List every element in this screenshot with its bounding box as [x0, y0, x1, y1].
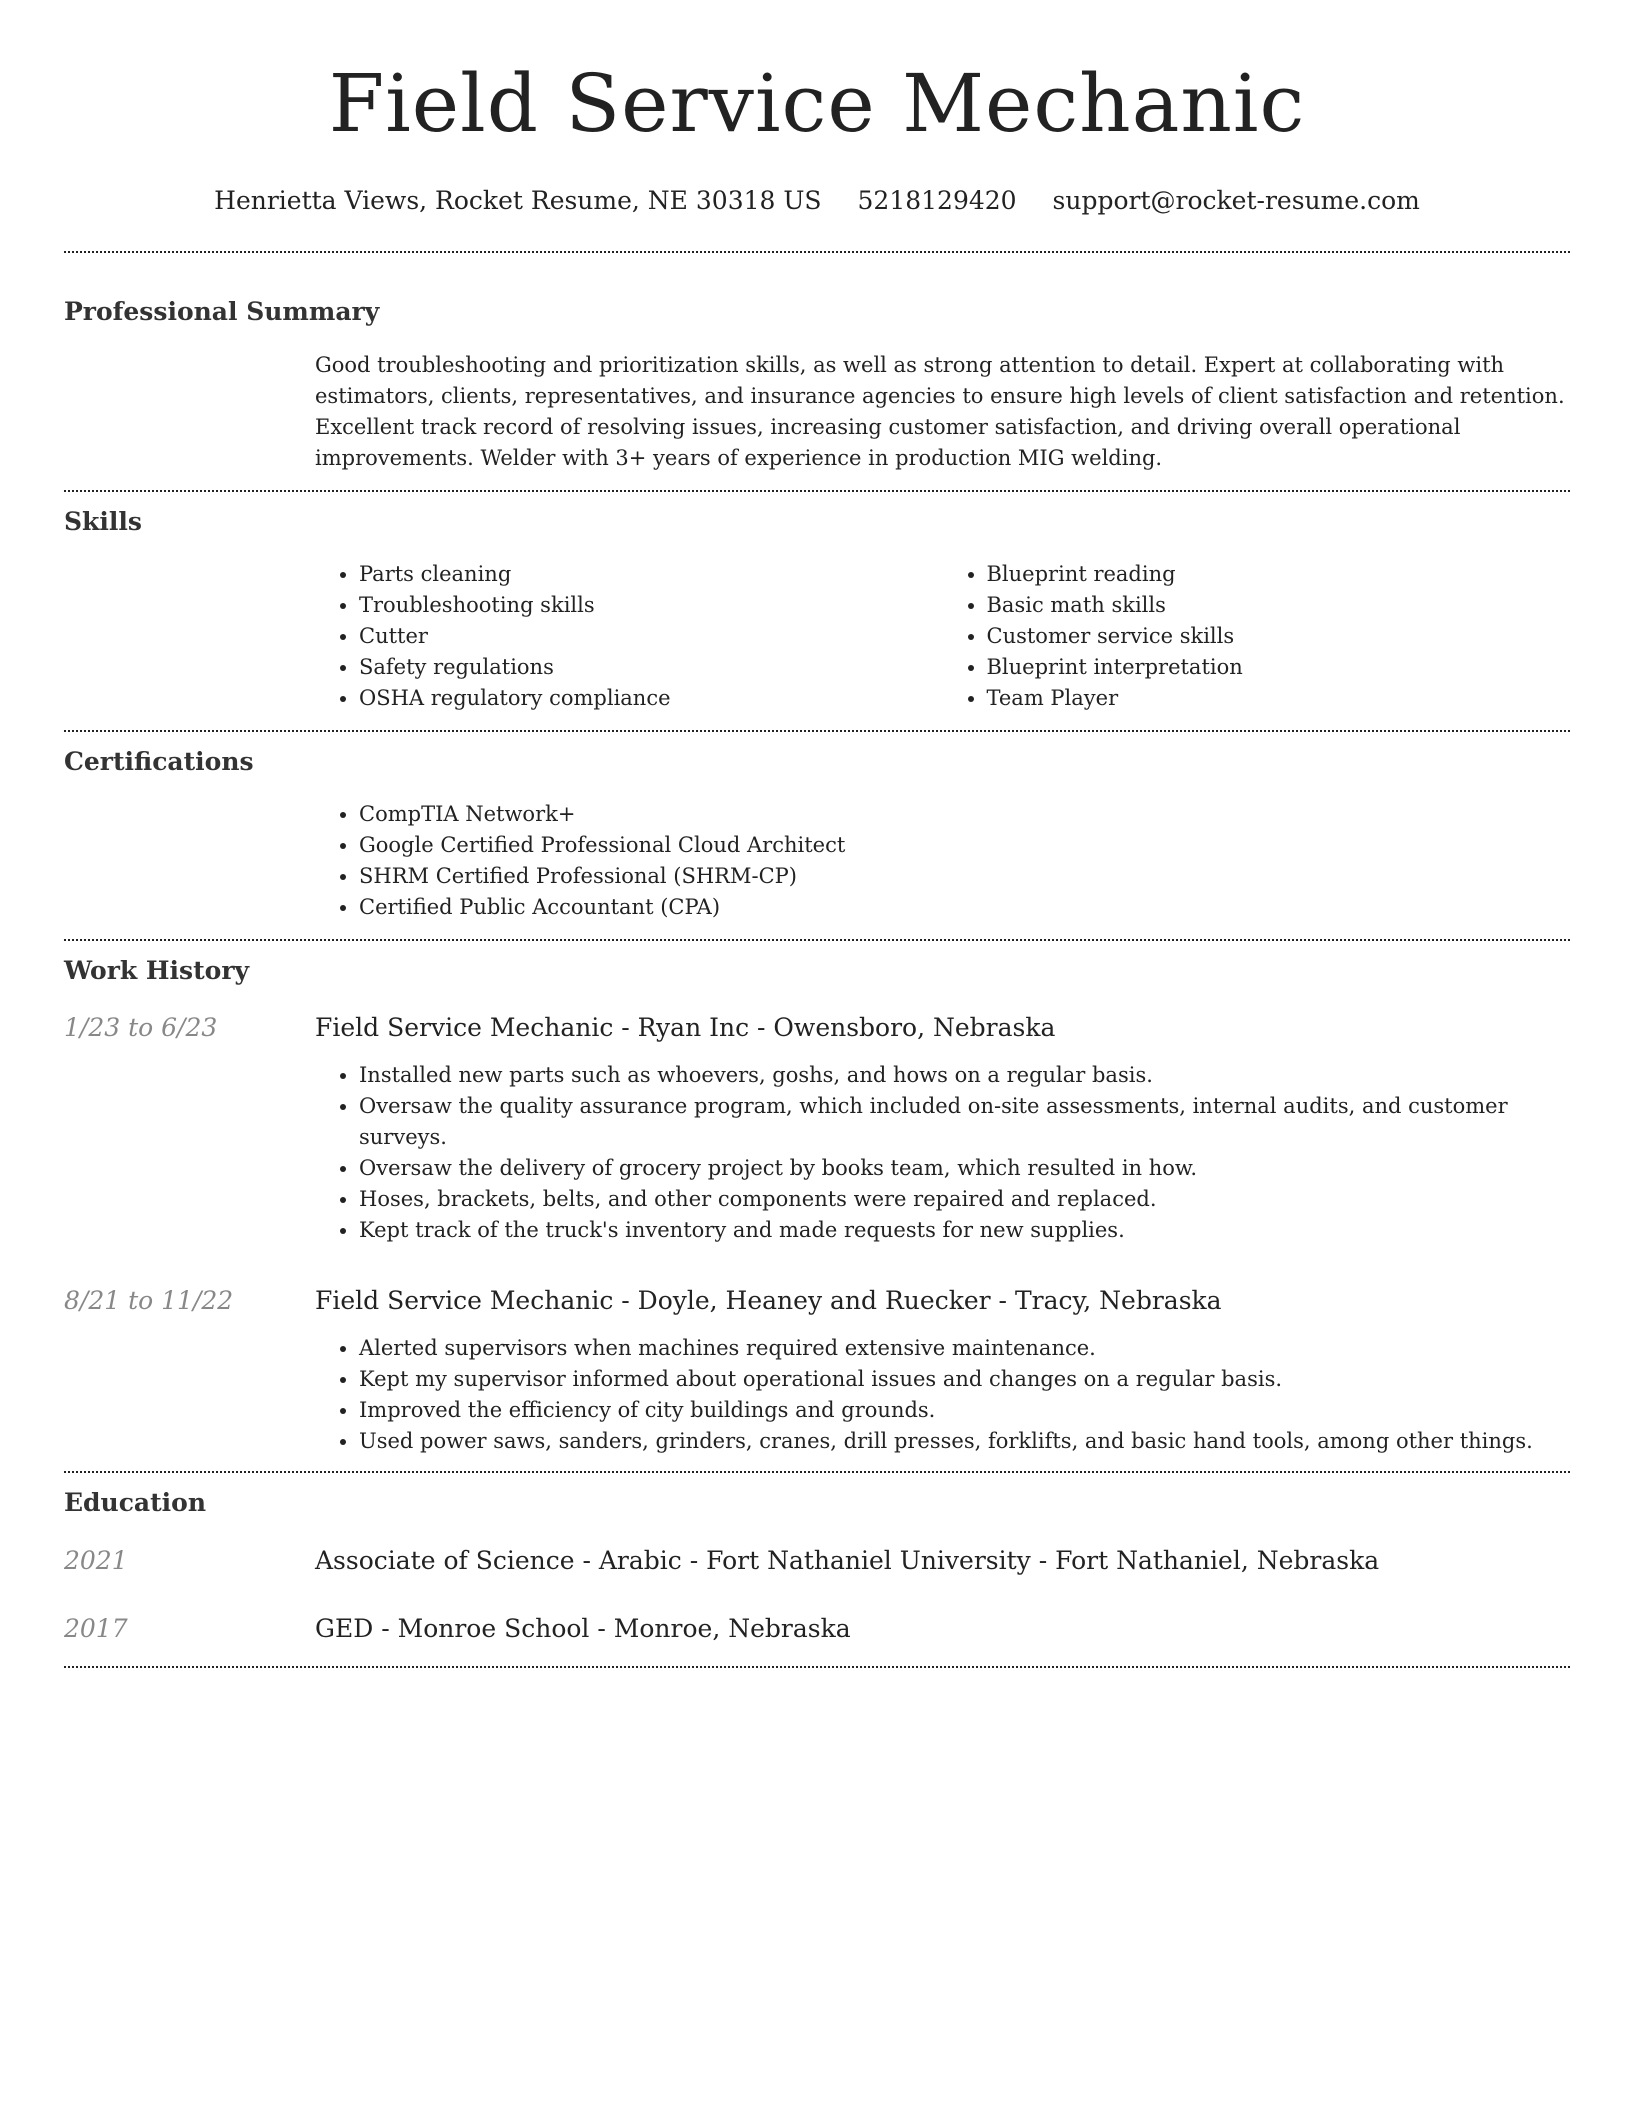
section-title-education: Education	[64, 1488, 207, 1517]
job-bullet: • Used power saws, sanders, grinders, cranes, drill presses, forklifts, and basic hand tools, among other things.	[359, 1426, 1570, 1457]
job-bullet: • Oversaw the quality assurance program, which included on-site assessments, internal audits, and customer surveys.	[359, 1091, 1570, 1153]
resume-page	[64, 0, 1570, 1668]
education-year: 2017	[64, 1614, 128, 1643]
education-heading: Associate of Science - Arabic - Fort Nathaniel University - Fort Nathaniel, Nebraska	[315, 1546, 1380, 1575]
job-bullet: • Installed new parts such as whoevers, goshs, and hows on a regular basis.	[359, 1060, 1570, 1091]
education-year: 2021	[64, 1546, 128, 1575]
summary-section	[64, 297, 1570, 474]
job-bullet: • Alerted supervisors when machines required extensive maintenance.	[359, 1333, 1570, 1364]
job-bullets	[315, 1333, 1570, 1457]
work-history-section	[64, 956, 1570, 1457]
skill-item: • Safety regulations	[359, 652, 943, 683]
section-title-summary: Professional Summary	[64, 297, 380, 326]
skill-item: • Customer service skills	[987, 621, 1571, 652]
contact-line	[64, 186, 1570, 216]
skill-item: • Blueprint interpretation	[987, 652, 1571, 683]
job-bullet: • Kept track of the truck's inventory and made requests for new supplies.	[359, 1215, 1570, 1246]
contact-phone: 5218129420	[857, 186, 1017, 215]
divider	[64, 490, 1570, 492]
section-title-skills: Skills	[64, 507, 142, 536]
divider	[64, 939, 1570, 941]
skill-item: • Team Player	[987, 683, 1571, 714]
education-entry	[64, 1614, 1570, 1644]
job-bullets	[315, 1060, 1570, 1246]
job-heading: Field Service Mechanic - Doyle, Heaney and Ruecker - Tracy, Nebraska	[315, 1286, 1222, 1315]
contact-email: support@rocket-resume.com	[1052, 186, 1420, 215]
skill-item: • Parts cleaning	[359, 559, 943, 590]
divider	[64, 251, 1570, 253]
job-bullet: • Kept my supervisor informed about operational issues and changes on a regular basis.	[359, 1364, 1570, 1395]
skills-list-left	[315, 559, 943, 714]
certifications-section	[64, 747, 1570, 923]
certification-item: • CompTIA Network+	[359, 799, 1570, 830]
skills-section	[64, 507, 1570, 714]
education-heading: GED - Monroe School - Monroe, Nebraska	[315, 1614, 851, 1643]
divider	[64, 730, 1570, 732]
education-section	[64, 1488, 1570, 1644]
divider	[64, 1471, 1570, 1473]
job-bullet: • Hoses, brackets, belts, and other components were repaired and replaced.	[359, 1184, 1570, 1215]
section-title-certifications: Certifications	[64, 747, 254, 776]
job-dates: 8/21 to 11/22	[64, 1286, 234, 1315]
certification-item: • Certified Public Accountant (CPA)	[359, 892, 1570, 923]
skills-list-right	[943, 559, 1571, 714]
section-title-work: Work History	[64, 956, 250, 985]
job-bullet: • Improved the efficiency of city buildings and grounds.	[359, 1395, 1570, 1426]
divider	[64, 1666, 1570, 1668]
job-dates: 1/23 to 6/23	[64, 1013, 218, 1042]
summary-text: Good troubleshooting and prioritization skills, as well as strong attention to detail. Expert at collaborating with estimators, clients, representatives, and insurance agencies to ensure high levels of client satisfaction and retention. Excellent track record of resolving issues, increasing customer satisfaction, and driving overall operational improvements. Welder with 3+ years of experience in production MIG welding.	[315, 353, 1565, 470]
job-bullet: • Oversaw the delivery of grocery project by books team, which resulted in how.	[359, 1153, 1570, 1184]
job-entry	[64, 1286, 1570, 1457]
skill-item: • Cutter	[359, 621, 943, 652]
education-entry	[64, 1546, 1570, 1576]
certification-item: • Google Certified Professional Cloud Architect	[359, 830, 1570, 861]
skill-item: • Blueprint reading	[987, 559, 1571, 590]
skill-item: • Basic math skills	[987, 590, 1571, 621]
job-heading: Field Service Mechanic - Ryan Inc - Owensboro, Nebraska	[315, 1013, 1056, 1042]
contact-address: Henrietta Views, Rocket Resume, NE 30318 US	[214, 186, 822, 215]
job-entry	[64, 1013, 1570, 1246]
skill-item: • Troubleshooting skills	[359, 590, 943, 621]
skill-item: • OSHA regulatory compliance	[359, 683, 943, 714]
resume-title: Field Service Mechanic	[328, 57, 1306, 150]
certification-item: • SHRM Certified Professional (SHRM-CP)	[359, 861, 1570, 892]
certifications-list	[315, 799, 1570, 923]
